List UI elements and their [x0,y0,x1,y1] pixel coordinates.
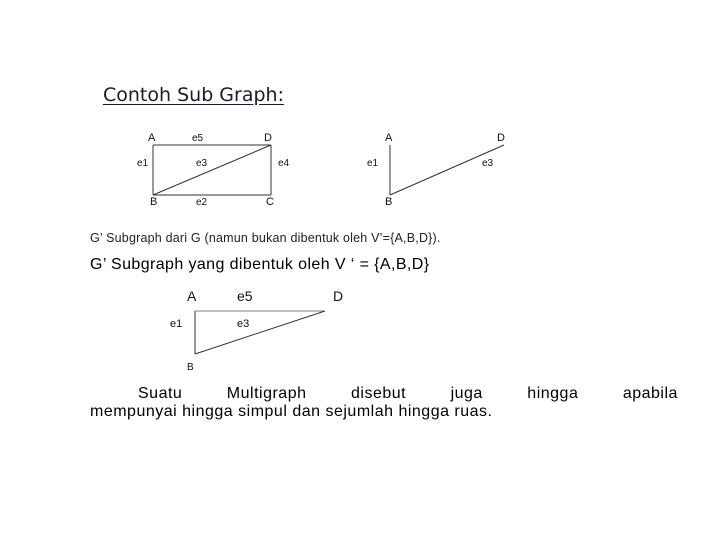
caption-induced: G’ Subgraph yang dibentuk oleh V ‘ = {A,B,D} [90,256,430,273]
paragraph-line-1 [90,385,678,403]
subgraph-1 [365,128,515,210]
multigraph-paragraph [90,385,678,421]
edge-label-e4: e4 [278,158,290,169]
vertex-label-b: B [187,362,194,373]
vertex-label-a: A [385,132,393,144]
edge-label-e1: e1 [367,158,379,169]
vertex-label-a: A [187,288,197,304]
edge-label-e3: e3 [482,158,494,169]
paragraph-word: juga [450,385,483,402]
edge-label-e2: e2 [196,197,208,208]
vertex-label-d: D [333,288,344,304]
edge-label-e3: e3 [237,318,250,330]
edge-label-e5: e5 [237,288,253,304]
graph-g [130,128,305,210]
subgraph-2 [165,286,365,376]
vertex-label-d: D [497,132,505,144]
paragraph-word: Suatu [138,385,183,402]
edge-label-e3: e3 [196,158,208,169]
slide-title: Contoh Sub Graph: [103,84,284,106]
vertex-label-b: B [385,196,393,208]
vertex-label-d: D [264,132,272,144]
edge-label-e5: e5 [192,133,204,144]
edge-e3-line [153,145,271,195]
paragraph-word: hingga [527,385,579,402]
edge-label-e1: e1 [170,318,183,330]
paragraph-word: disebut [350,385,407,402]
edge-label-e1: e1 [137,158,149,169]
edge-e3-line [390,145,504,195]
vertex-label-b: B [150,196,158,208]
caption-not-induced: G’ Subgraph dari G (namun bukan dibentuk oleh V’={A,B,D}). [90,231,441,245]
paragraph-word: apabila [622,385,678,402]
paragraph-word: Multigraph [226,385,307,402]
paragraph-line-2: mempunyai hingga simpul dan sejumlah hingga ruas. [90,403,493,420]
edge-e3-line [195,311,325,354]
vertex-label-a: A [148,132,156,144]
vertex-label-c: C [266,196,274,208]
